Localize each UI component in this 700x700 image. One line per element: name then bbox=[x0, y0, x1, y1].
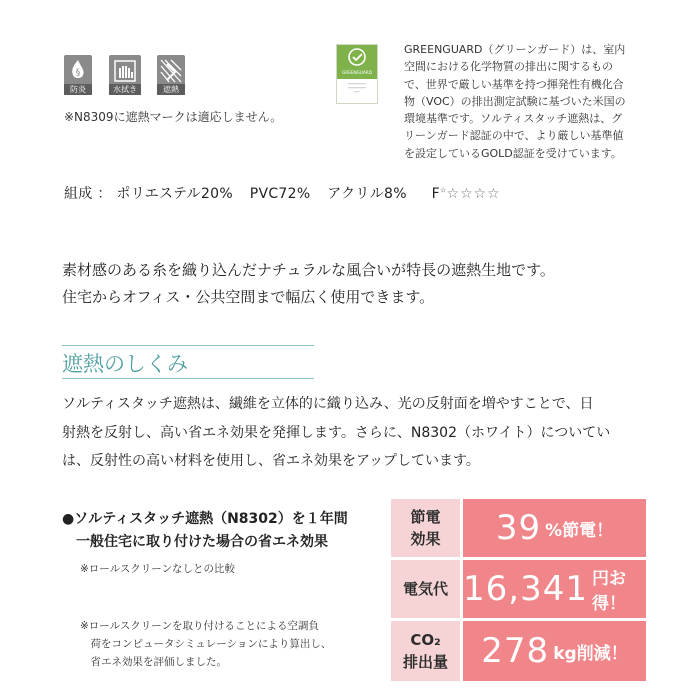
fireproof-icon bbox=[64, 55, 92, 95]
heat-shield-icon bbox=[157, 55, 185, 95]
intro-text: 素材感のある糸を織り込んだナチュラルな風合いが特長の遮熱生地です。 住宅からオフィス・公共空間まで幅広く使用できます。 bbox=[62, 261, 555, 306]
composition-pvc: PVC72% bbox=[249, 186, 311, 202]
composition-polyester: 組成 ： ポリエステル20% bbox=[64, 186, 233, 202]
greenguard-logo bbox=[336, 44, 378, 104]
heat-shield-label: 遮熱 bbox=[157, 84, 185, 95]
formaldehyde-sup: ☆ bbox=[439, 186, 447, 195]
saving-number: 39 bbox=[495, 508, 542, 548]
greenguard-description: GREENGUARD（グリーンガード）は、室内 空間における化学物質の排出に関するもの で、世界で厳しい基準を持つ揮発性有機化合 物（VOC）の排出測定試験に基づいた米国の 環境基準です。ソルティスタッチ遮熱は、グ リーンガード認証の中で、より厳しい基準値 を設定しているGOLD認証を受けています。 bbox=[404, 43, 626, 160]
co2-number: 278 bbox=[481, 631, 550, 671]
cost-unit: 円お得！ bbox=[591, 569, 626, 614]
icon-note: ※N8309に遮熱マークは適応しません。 bbox=[64, 110, 283, 124]
saving-unit: %節電！ bbox=[545, 520, 614, 541]
formaldehyde-f: F bbox=[431, 186, 440, 202]
energy-row-value-saving bbox=[463, 499, 646, 557]
co2-unit: kg削減！ bbox=[553, 643, 628, 664]
greenguard-logo-text: GREENGUARD bbox=[342, 70, 372, 75]
formaldehyde-rating bbox=[432, 186, 501, 202]
wipeable-icon bbox=[109, 55, 141, 95]
cost-number: 16,341 bbox=[463, 569, 588, 609]
energy-note: ※ロールスクリーンなしとの比較 bbox=[80, 563, 236, 575]
energy-row-label-co2: CO₂ 排出量 bbox=[391, 621, 460, 681]
section-body: ソルティスタッチ遮熱は、繊維を立体的に織り込み、光の反射面を増やすことで、日 射熱を反射し、高い省エネ効果を発揮します。さらに、N8302（ホワイト）についてい は、反射性の高い材料を使用し、省エネ効果をアップしています。 bbox=[62, 396, 611, 469]
composition-acrylic: アクリル8% bbox=[327, 186, 407, 202]
section-line-bottom bbox=[62, 378, 314, 379]
energy-row-value-cost bbox=[463, 560, 646, 618]
energy-row-label-saving: 節電 効果 bbox=[391, 499, 460, 557]
section-title: 遮熱のしくみ bbox=[62, 352, 188, 376]
energy-footnote: ※ロールスクリーンを取り付けることによる空調負 荷をコンピュータシミュレーションにより算出し、 省エネ効果を評価しました。 bbox=[80, 620, 332, 668]
svg-text:§: § bbox=[75, 68, 81, 78]
energy-title: ●ソルティスタッチ遮熱（N8302）を１年間 一般住宅に取り付けた場合の省エネ効果 bbox=[62, 511, 348, 550]
energy-row-value-co2 bbox=[463, 621, 646, 681]
wipeable-label: 水拭き bbox=[109, 84, 141, 95]
formaldehyde-stars: ☆☆☆☆ bbox=[446, 186, 501, 202]
composition bbox=[64, 183, 513, 203]
energy-row-label-cost: 電気代 bbox=[391, 560, 460, 618]
greenguard-logo-fineprint: ━━━━━━━━━━ ━━━━━━━━━━ ━━━ bbox=[347, 82, 367, 94]
fireproof-label: 防炎 bbox=[64, 84, 92, 95]
section-line-top bbox=[62, 345, 314, 346]
